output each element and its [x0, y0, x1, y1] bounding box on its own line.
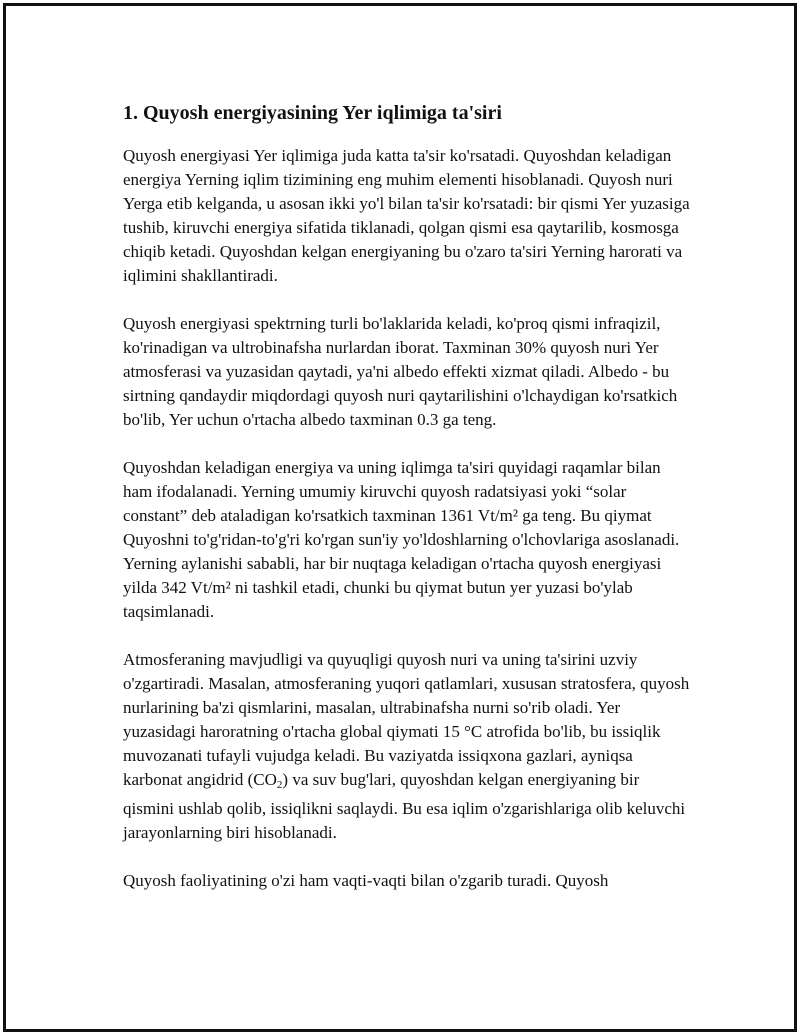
paragraph-4: [123, 648, 693, 845]
co2-subscript: 2: [276, 779, 283, 791]
section-heading: 1. Quyosh energiyasining Yer iqlimiga ta'siri: [123, 102, 502, 124]
paragraph-5: Quyosh faoliyatining o'zi ham vaqti-vaqti bilan o'zgarib turadi. Quyosh: [123, 871, 609, 890]
document-body: [123, 100, 693, 917]
paragraph-1: Quyosh energiyasi Yer iqlimiga juda katta ta'sir ko'rsatadi. Quyoshdan keladigan energiya Yerning iqlim tizimining eng muhim elementi hisoblanadi. Quyosh nuri Yerga etib kelganda, u asosan ikki yo'l bilan ta'sir ko'rsatadi: bir qismi Yer yuzasiga tushib, kiruvchi energiya sifatida tiklanadi, qolgan qismi esa qaytarilib, kosmosga chiqib ketadi. Quyoshdan kelgan energiyaning bu o'zaro ta'siri Yerning harorati va iqlimini shakllantiradi.: [123, 146, 690, 285]
paragraph-3: Quyoshdan keladigan energiya va uning iqlimga ta'siri quyidagi raqamlar bilan ham ifodalanadi. Yerning umumiy kiruvchi quyosh radatsiyasi yoki “solar constant” deb ataladigan ko'rsatkich taxminan 1361 Vt/m² ga teng. Bu qiymat Quyoshni to'g'ridan-to'g'ri ko'rgan sun'iy yo'ldoshlarning o'lchovlariga asoslanadi. Yerning aylanishi sababli, har bir nuqtaga keladigan o'rtacha quyosh energiyasi yilda 342 Vt/m² ni tashkil etadi, chunki bu qiymat butun yer yuzasi bo'ylab taqsimlanadi.: [123, 458, 680, 621]
paragraph-2: Quyosh energiyasi spektrning turli bo'laklarida keladi, ko'proq qismi infraqizil, ko'rinadigan va ultrobinafsha nurlardan iborat. Taxminan 30% quyosh nuri Yer atmosferasi va yuzasidan qaytadi, ya'ni albedo effekti xizmat qiladi. Albedo - bu sirtning qandaydir miqdordagi quyosh nuri qaytarilishini o'lchaydigan ko'rsatkich bo'lib, Yer uchun o'rtacha albedo taxminan 0.3 ga teng.: [123, 314, 678, 429]
paragraph-4-text-end: ) va suv bug'lari, quyoshdan kelgan energiyaning bir qismini ushlab qolib, issiqlikni saqlaydi. Bu esa iqlim o'zgarishlariga olib keluvchi jarayonlarning biri hisoblanadi.: [123, 770, 686, 842]
page-frame: [3, 3, 797, 1032]
paragraph-4-text-start: Atmosferaning mavjudligi va quyuqligi quyosh nuri va uning ta'sirini uzviy o'zgartiradi. Masalan, atmosferaning yuqori qatlamlari, xususan stratosfera, quyosh nurlarining ba'zi qismlarini, masalan, ultrabinafsha nurni so'rib oladi. Yer yuzasidagi haroratning o'rtacha global qiymati 15 °C atrofida bo'lib, bu issiqlik muvozanati tufayli vujudga keladi. Bu vaziyatda issiqxona gazlari, ayniqsa karbonat angidrid (CO: [123, 650, 690, 789]
